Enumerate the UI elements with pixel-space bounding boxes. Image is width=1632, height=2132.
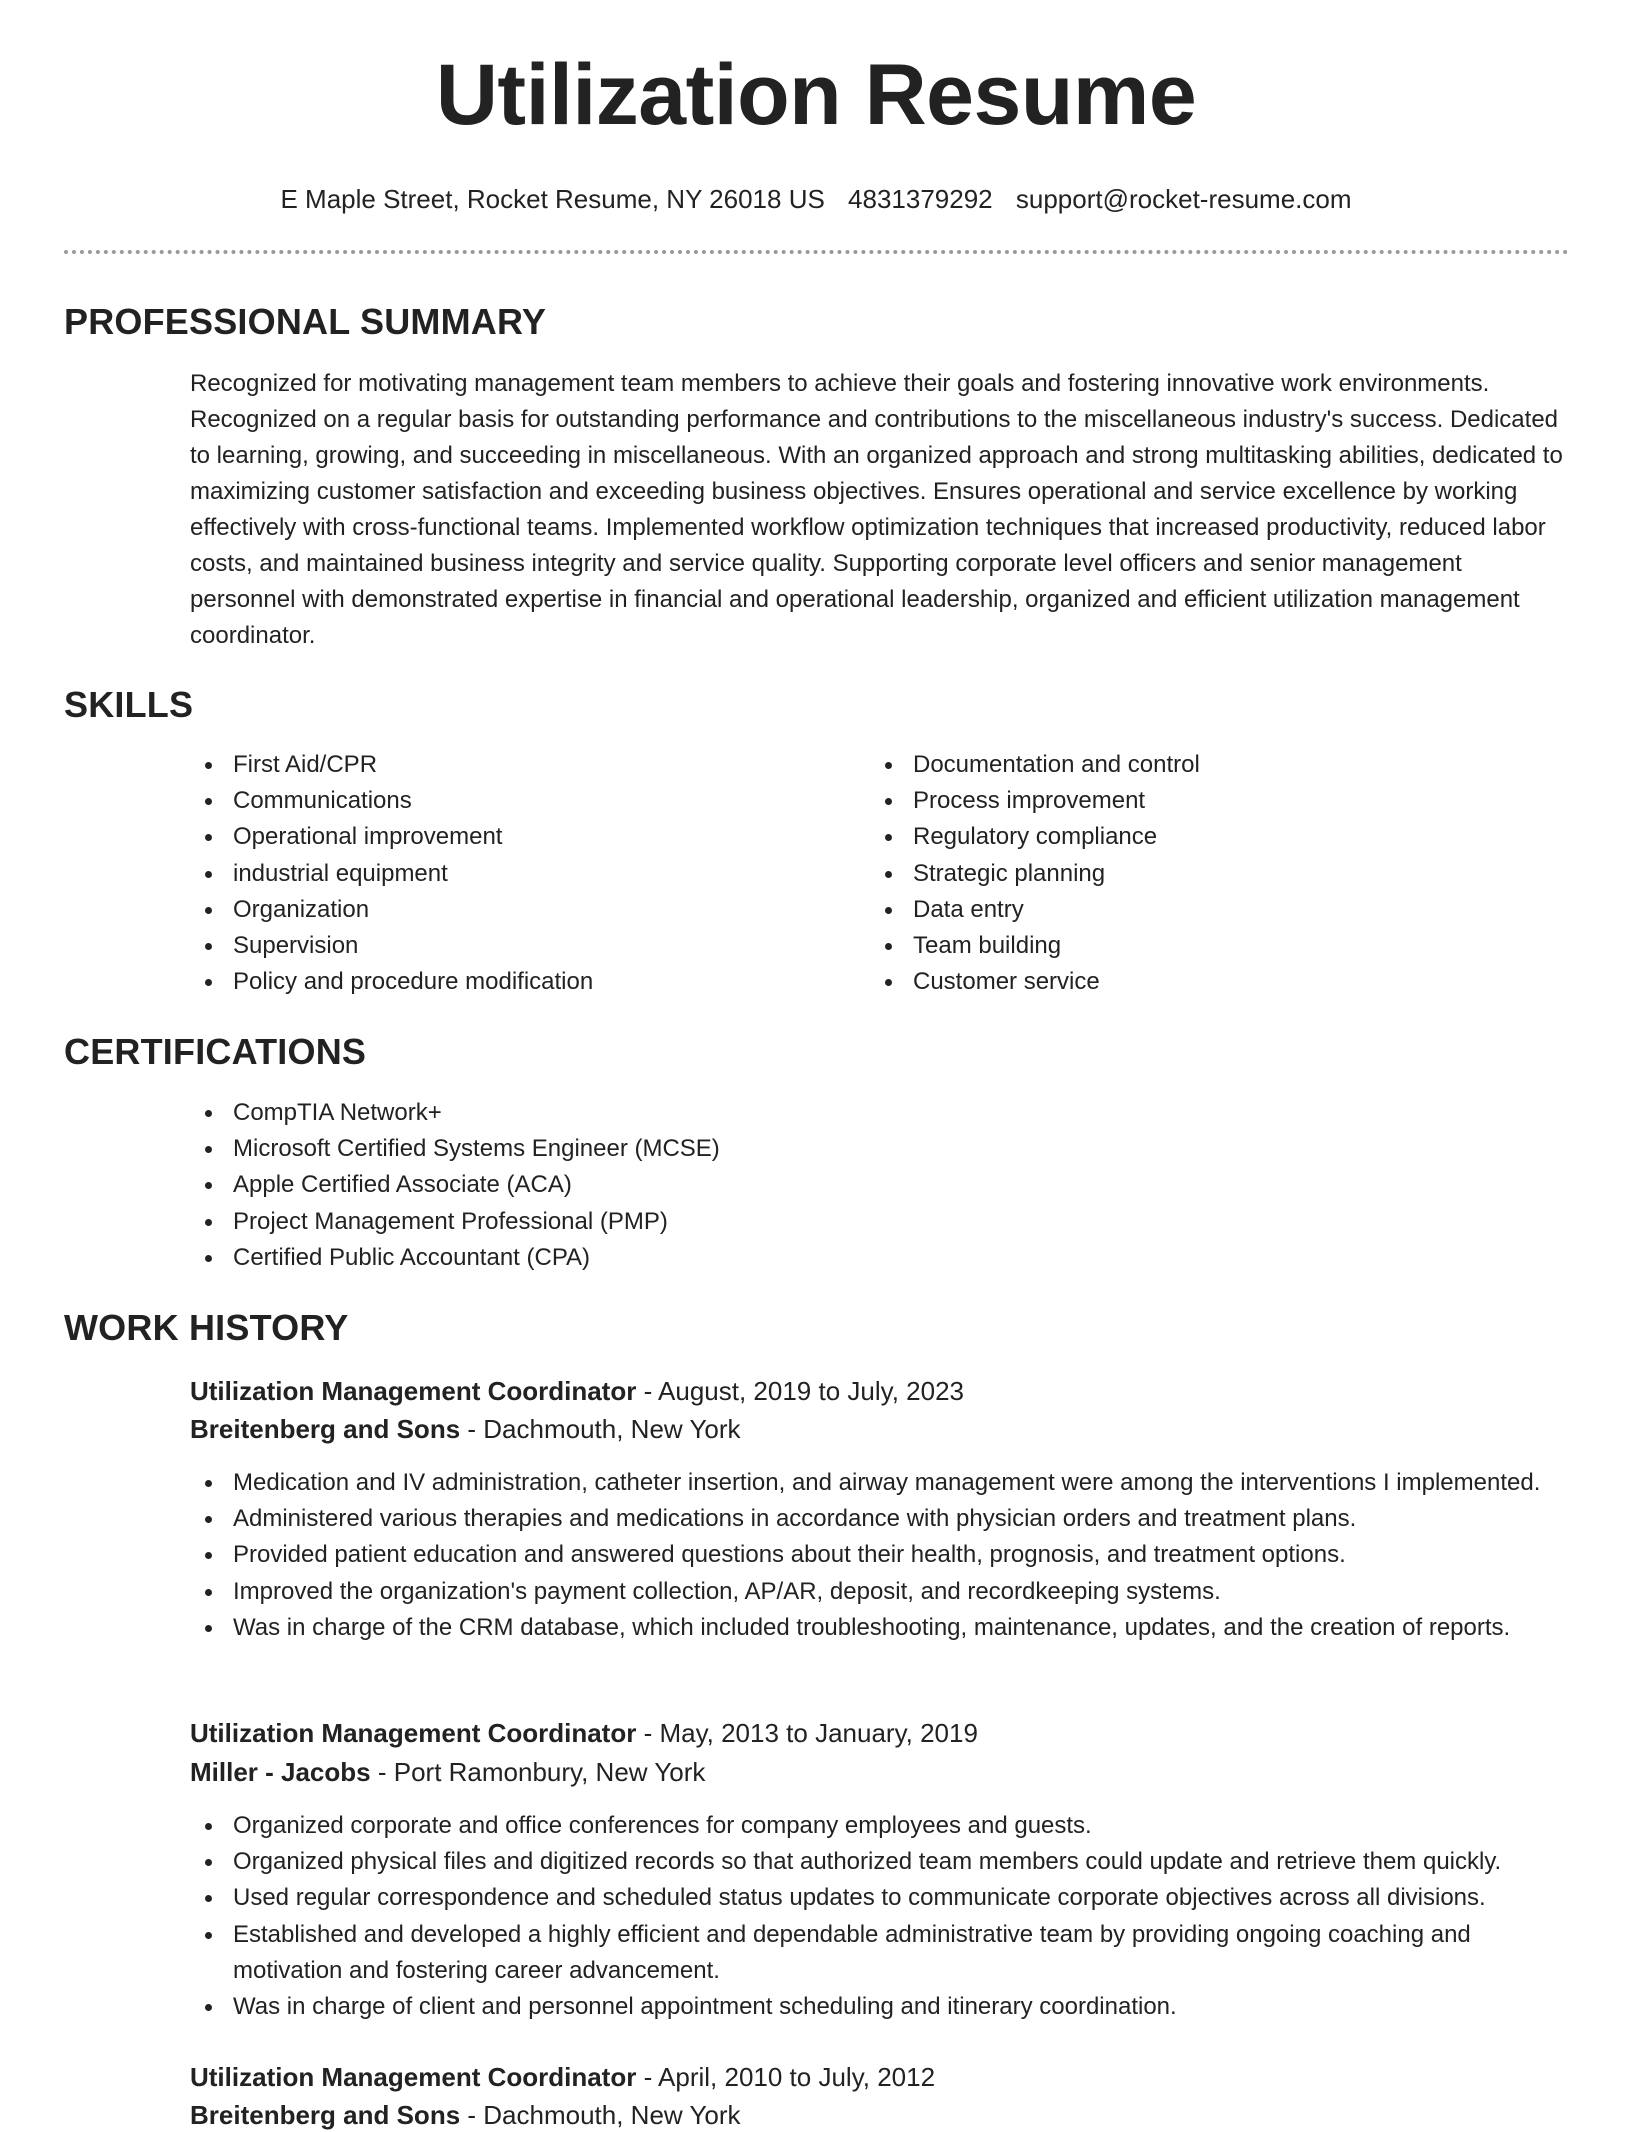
job-bullets: [190, 1808, 1570, 2025]
list-item: Organized corporate and office conferences for company employees and guests.: [190, 1808, 1570, 1844]
list-item: Organization: [190, 892, 830, 928]
skills-list-right: [870, 747, 1510, 1000]
list-item: Documentation and control: [870, 747, 1510, 783]
list-item: Used regular correspondence and scheduled status updates to communicate corporate objectives across all divisions.: [190, 1880, 1570, 1916]
company-name: Miller - Jacobs: [190, 1757, 371, 1787]
list-item: Administered various therapies and medications in accordance with physician orders and treatment plans.: [190, 1501, 1570, 1537]
list-item: Policy and procedure modification: [190, 964, 830, 1000]
summary-heading: PROFESSIONAL SUMMARY: [64, 301, 547, 342]
list-item: Data entry: [870, 892, 1510, 928]
skills-list-left: [190, 747, 830, 1000]
list-item: CompTIA Network+: [190, 1095, 1490, 1131]
job-dates: - August, 2019 to July, 2023: [643, 1376, 964, 1406]
list-item: First Aid/CPR: [190, 747, 830, 783]
job-title: Utilization Management Coordinator: [190, 1718, 637, 1748]
job-title-line: [190, 1716, 978, 1750]
list-item: Process improvement: [870, 783, 1510, 819]
list-item: Operational improvement: [190, 819, 830, 855]
list-item: Certified Public Accountant (CPA): [190, 1240, 1490, 1276]
job-company-line: [190, 2098, 741, 2132]
certifications-list: [190, 1095, 1490, 1276]
list-item: Provided patient education and answered questions about their health, prognosis, and treatment options.: [190, 1537, 1570, 1573]
job-company-line: [190, 1412, 741, 1446]
header-divider: [64, 250, 1569, 254]
job-title: Utilization Management Coordinator: [190, 1376, 637, 1406]
list-item: Improved the organization's payment collection, AP/AR, deposit, and recordkeeping systems.: [190, 1574, 1570, 1610]
list-item: Project Management Professional (PMP): [190, 1204, 1490, 1240]
list-item: Organized physical files and digitized records so that authorized team members could update and retrieve them quickly.: [190, 1844, 1570, 1880]
job-title-line: [190, 1374, 964, 1408]
work-history-heading: WORK HISTORY: [64, 1307, 349, 1348]
list-item: Medication and IV administration, catheter insertion, and airway management were among the interventions I implemented.: [190, 1465, 1570, 1501]
list-item: Established and developed a highly efficient and dependable administrative team by providing ongoing coaching and motivation and fostering career advancement.: [190, 1917, 1570, 1989]
list-item: Was in charge of the CRM database, which included troubleshooting, maintenance, updates, and the creation of reports.: [190, 1610, 1570, 1646]
job-company-line: [190, 1755, 705, 1789]
job-dates: - April, 2010 to July, 2012: [643, 2062, 936, 2092]
list-item: Regulatory compliance: [870, 819, 1510, 855]
job-bullets: [190, 1465, 1570, 1646]
company-name: Breitenberg and Sons: [190, 2100, 461, 2130]
list-item: Communications: [190, 783, 830, 819]
email-link[interactable]: support@rocket-resume.com: [1015, 184, 1352, 214]
summary-paragraph: Recognized for motivating management team members to achieve their goals and fostering innovative work environments. Recognized on a regular basis for outstanding performance and contributions to the miscellaneous industry's success. Dedicated to learning, growing, and succeeding in miscellaneous. With an organized approach and strong multitasking abilities, dedicated to maximizing customer satisfaction and exceeding business objectives. Ensures operational and service excellence by working effectively with cross-functional teams. Implemented workflow optimization techniques that increased productivity, reduced labor costs, and maintained business integrity and service quality. Supporting corporate level officers and senior management personnel with demonstrated expertise in financial and operational leadership, organized and efficient utilization management coordinator.: [190, 370, 1563, 649]
list-item: Customer service: [870, 964, 1510, 1000]
skills-heading: SKILLS: [64, 684, 194, 725]
company-location: - Port Ramonbury, New York: [377, 1757, 706, 1787]
certifications-heading: CERTIFICATIONS: [64, 1031, 367, 1072]
address-text: E Maple Street, Rocket Resume, NY 26018 US: [280, 184, 825, 214]
phone-text: 4831379292: [848, 184, 993, 214]
job-title-line: [190, 2060, 935, 2094]
list-item: Microsoft Certified Systems Engineer (MCSE): [190, 1131, 1490, 1167]
list-item: Apple Certified Associate (ACA): [190, 1167, 1490, 1203]
job-title: Utilization Management Coordinator: [190, 2062, 637, 2092]
job-dates: - May, 2013 to January, 2019: [643, 1718, 978, 1748]
resume-title: Utilization Resume: [435, 47, 1197, 143]
contact-line: [0, 183, 1632, 215]
company-location: - Dachmouth, New York: [467, 2100, 741, 2130]
list-item: Strategic planning: [870, 856, 1510, 892]
list-item: Supervision: [190, 928, 830, 964]
list-item: Team building: [870, 928, 1510, 964]
company-name: Breitenberg and Sons: [190, 1414, 461, 1444]
list-item: industrial equipment: [190, 856, 830, 892]
company-location: - Dachmouth, New York: [467, 1414, 741, 1444]
list-item: Was in charge of client and personnel appointment scheduling and itinerary coordination.: [190, 1989, 1570, 2025]
